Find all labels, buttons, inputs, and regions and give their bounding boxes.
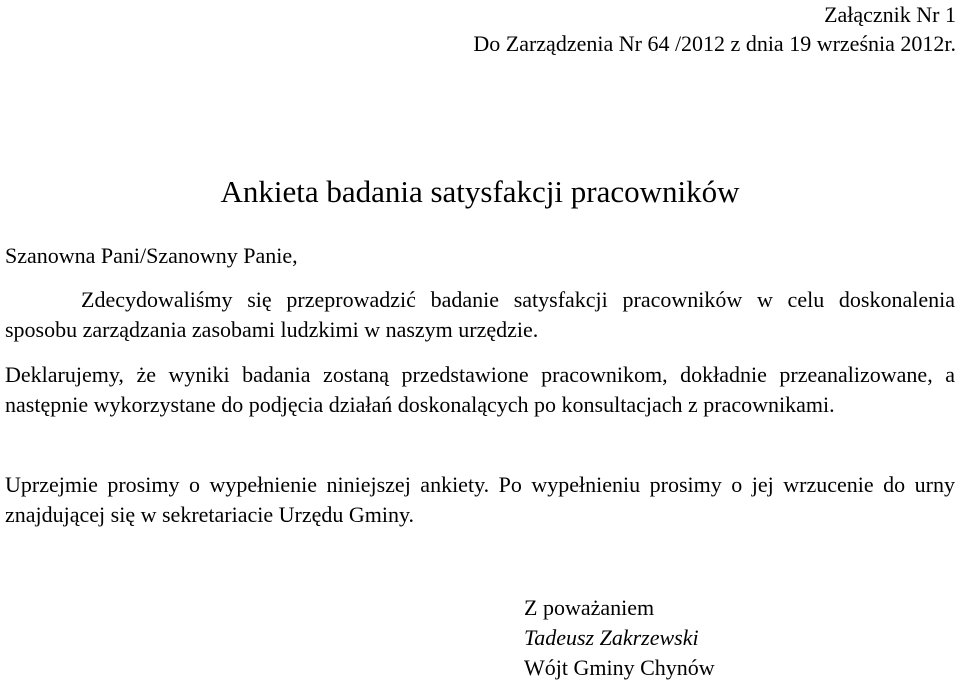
attachment-number: Załącznik Nr 1 bbox=[824, 2, 956, 27]
signature-name: Tadeusz Zakrzewski bbox=[524, 625, 699, 650]
attachment-header bbox=[473, 0, 956, 58]
signature-closing: Z poważaniem bbox=[524, 595, 655, 620]
paragraph-purpose: Zdecydowaliśmy się przeprowadzić badanie satysfakcji pracowników w celu doskonalenia sposobu zarządzania zasobami ludzkimi w naszym urzędzie. bbox=[5, 287, 955, 342]
document-title: Ankieta badania satysfakcji pracowników bbox=[220, 174, 740, 209]
signature-block bbox=[524, 593, 715, 683]
paragraph-declaration: Deklarujemy, że wyniki badania zostaną przedstawione pracownikom, dokładnie przeanalizowane, a następnie wykorzystane do podjęcia działań doskonalących po konsultacjach z pracownikami. bbox=[5, 362, 955, 417]
ordinance-reference: Do Zarządzenia Nr 64 /2012 z dnia 19 września 2012r. bbox=[473, 31, 956, 56]
salutation: Szanowna Pani/Szanowny Panie, bbox=[5, 243, 298, 268]
signature-role: Wójt Gminy Chynów bbox=[524, 655, 715, 680]
paragraph-request: Uprzejmie prosimy o wypełnienie niniejszej ankiety. Po wypełnieniu prosimy o jej wrzucenie do urny znajdującej się w sekretariacie Urzędu Gminy. bbox=[5, 472, 955, 527]
